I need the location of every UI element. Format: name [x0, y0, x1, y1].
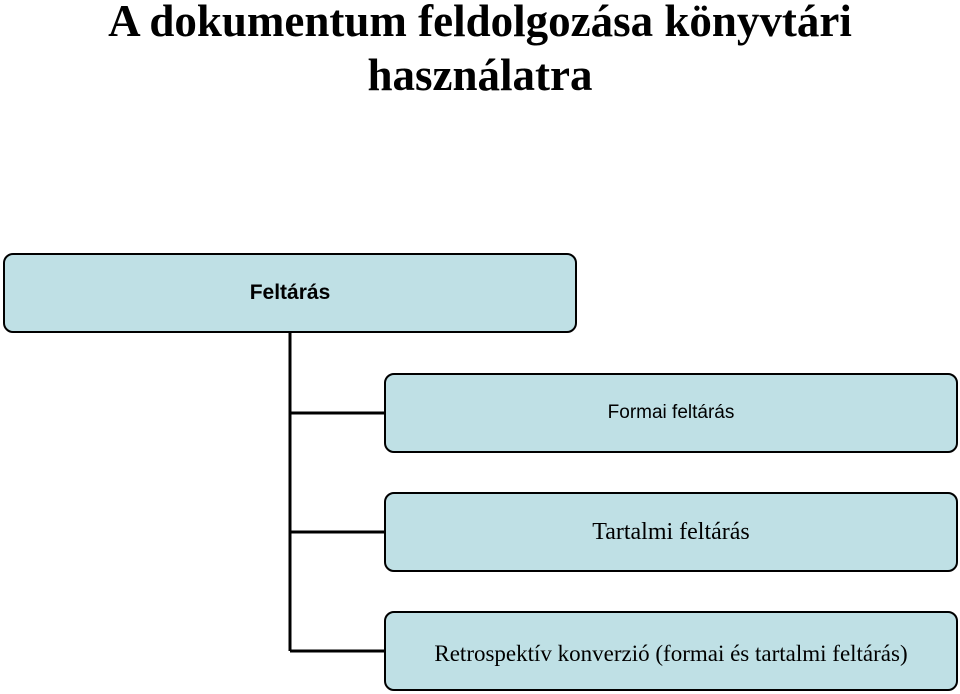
- root-node-label: Feltárás: [249, 281, 331, 304]
- child-node-label: Retrospektív konverzió (formai és tartalmi feltárás): [434, 641, 908, 666]
- title-line-2: használatra: [367, 50, 593, 100]
- child-node-label: Formai feltárás: [607, 402, 735, 423]
- child-node-tartalmi-feltaras: [384, 492, 958, 572]
- child-node-formai-feltaras: [384, 373, 958, 453]
- child-node-retrospektiv-konverzio: [384, 611, 958, 691]
- child-node-label: Tartalmi feltárás: [592, 518, 750, 545]
- title-line-1: A dokumentum feldolgozása könyvtári: [108, 0, 852, 46]
- root-node-feltaras: [3, 253, 577, 333]
- slide-title: [0, 0, 960, 102]
